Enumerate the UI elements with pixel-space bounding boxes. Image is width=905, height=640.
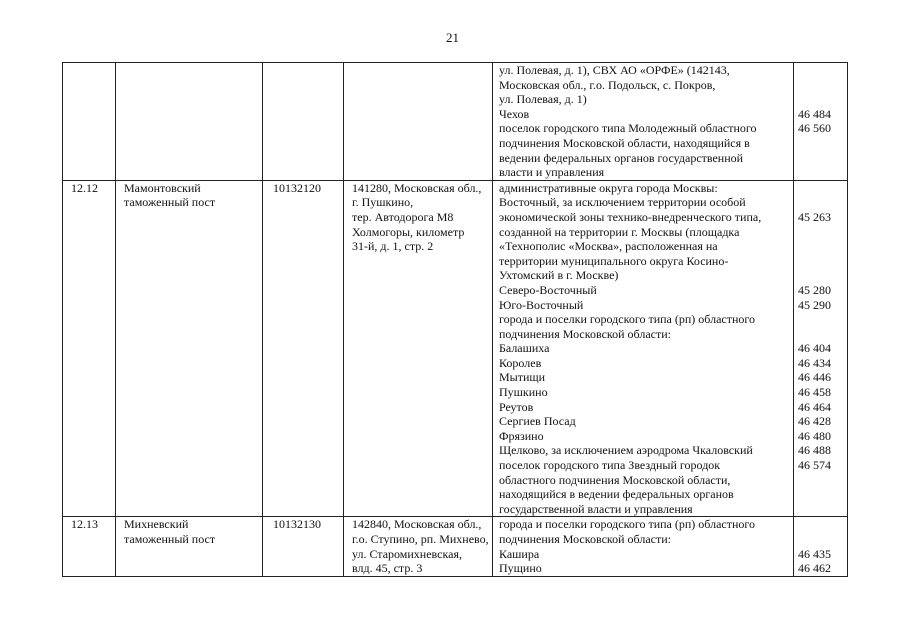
- okato-line: [798, 181, 843, 196]
- okato-line: 46 462: [798, 561, 831, 576]
- territory-line: государственной власти и управления: [499, 501, 693, 516]
- territory-line: ул. Полевая, д. 1): [499, 92, 587, 107]
- okato-line: [798, 327, 843, 342]
- row-number: [63, 63, 116, 181]
- territory-line: Реутов: [499, 399, 534, 414]
- okato-line: 46 560: [798, 121, 831, 136]
- post-code: [263, 517, 344, 576]
- okato-line: 46 434: [798, 355, 831, 370]
- okato-codes: [794, 63, 848, 181]
- okato-line: [798, 532, 843, 547]
- okato-line: [798, 239, 843, 254]
- territory: [493, 63, 794, 181]
- post-code-text: 10132120: [273, 180, 321, 195]
- territory-line: поселок городского типа Молодежный областного: [499, 121, 757, 136]
- territory-line: власти и управления: [499, 165, 605, 180]
- post-address: [344, 63, 493, 181]
- okato-line: 46 428: [798, 414, 831, 429]
- address-line: 142840, Московская обл.,: [352, 517, 482, 532]
- territory-line: ведении федеральных органов государственной: [499, 150, 744, 165]
- post-name-line: таможенный пост: [124, 195, 216, 210]
- okato-line: [798, 268, 843, 283]
- territory-line: подчинения Московской области:: [499, 326, 671, 341]
- page-number: 21: [446, 30, 459, 45]
- okato-line: 46 480: [798, 428, 831, 443]
- post-name-line: таможенный пост: [124, 532, 216, 546]
- territory-line: Балашиха: [499, 341, 550, 356]
- okato-line: [798, 473, 843, 488]
- table-row: [63, 180, 848, 517]
- territory-line: Сергиев Посад: [499, 414, 576, 429]
- post-code: [263, 180, 344, 517]
- post-address: [344, 517, 493, 576]
- territory-line: Кашира: [499, 546, 540, 561]
- territory-line: Восточный, за исключением территории особой: [499, 195, 746, 210]
- post-name-line: Михневский: [124, 517, 189, 532]
- territory-line: Чехов: [499, 106, 530, 121]
- post-name: [116, 63, 263, 181]
- territory-line: Ухтомский в г. Москве): [499, 268, 619, 283]
- address-line: влд. 45, стр. 3: [352, 561, 423, 576]
- okato-line: 46 464: [798, 399, 831, 414]
- table-row: [63, 517, 848, 576]
- territory-line: находящийся в ведении федеральных органов: [499, 487, 734, 502]
- okato-line: 46 484: [798, 106, 831, 121]
- address-line: 31-й, д. 1, стр. 2: [352, 239, 434, 254]
- okato-line: [798, 225, 843, 240]
- row-number-text: 12.12: [71, 180, 98, 195]
- territory: [493, 517, 794, 576]
- okato-line: [798, 165, 843, 180]
- okato-codes: [794, 180, 848, 517]
- customs-posts-table: [62, 62, 848, 577]
- okato-line: [798, 502, 843, 517]
- row-number: [63, 180, 116, 517]
- post-name: [116, 180, 263, 517]
- okato-line: 45 290: [798, 297, 831, 312]
- okato-line: [798, 78, 843, 93]
- territory-line: Московская обл., г.о. Подольск, с. Покров,: [499, 77, 716, 92]
- okato-line: 46 404: [798, 341, 831, 356]
- territory-line: Юго-Восточный: [499, 297, 584, 312]
- address-line: 141280, Московская обл.,: [352, 180, 482, 195]
- territory: [493, 180, 794, 517]
- okato-line: [798, 312, 843, 327]
- okato-line: [798, 254, 843, 269]
- territory-line: Щелково, за исключением аэродрома Чкаловский: [499, 443, 753, 458]
- territory-line: подчинения Московской области, находящийся в: [499, 135, 750, 150]
- okato-line: 46 458: [798, 385, 831, 400]
- post-name-line: Мамонтовский: [124, 180, 201, 195]
- address-line: Холмогоры, километр: [352, 224, 465, 239]
- post-code-text: [273, 63, 339, 78]
- address-line: г.о. Ступино, рп. Михнево,: [352, 532, 489, 546]
- post-code-text: 10132130: [273, 517, 321, 532]
- territory-line: поселок городского типа Звездный городок: [499, 458, 721, 473]
- address-line: тер. Автодорога М8: [352, 209, 454, 224]
- address-line: г. Пушкино,: [352, 195, 414, 210]
- territory-line: «Технополис «Москва», расположенная на: [499, 239, 718, 254]
- okato-line: [798, 63, 843, 78]
- territory-line: подчинения Московской области:: [499, 532, 671, 546]
- okato-line: 46 435: [798, 546, 831, 561]
- row-number: [63, 517, 116, 576]
- row-number-text: 12.13: [71, 517, 98, 532]
- territory-line: территории муниципального округа Косино-: [499, 253, 729, 268]
- okato-line: [798, 92, 843, 107]
- territory-line: Фрязино: [499, 428, 544, 443]
- okato-codes: [794, 517, 848, 576]
- territory-line: областного подчинения Московской области,: [499, 472, 731, 487]
- territory-line: созданной на территории г. Москвы (площадка: [499, 224, 740, 239]
- okato-line: [798, 517, 843, 532]
- okato-line: 46 574: [798, 458, 831, 473]
- address-line: ул. Старомихневская,: [352, 546, 462, 561]
- okato-line: [798, 151, 843, 166]
- okato-line: 46 446: [798, 370, 831, 385]
- territory-line: Королев: [499, 355, 542, 370]
- territory-line: Пушкино: [499, 385, 548, 400]
- okato-line: [798, 136, 843, 151]
- okato-line: [798, 487, 843, 502]
- territory-line: экономической зоны технико-внедренческого типа,: [499, 209, 762, 224]
- post-code: [263, 63, 344, 181]
- row-number-text: [71, 63, 111, 78]
- okato-line: 45 280: [798, 282, 831, 297]
- territory-line: города и поселки городского типа (рп) областного: [499, 517, 756, 532]
- post-address: [344, 180, 493, 517]
- okato-line: 46 488: [798, 443, 831, 458]
- territory-line: города и поселки городского типа (рп) областного: [499, 312, 756, 327]
- territory-line: Мытищи: [499, 370, 546, 385]
- territory-line: Пущино: [499, 561, 542, 576]
- okato-line: [798, 195, 843, 210]
- okato-line: 45 263: [798, 209, 831, 224]
- territory-line: ул. Полевая, д. 1), СВХ АО «ОРФЕ» (142143,: [499, 63, 730, 77]
- territory-line: административные округа города Москвы:: [499, 180, 718, 195]
- post-name: [116, 517, 263, 576]
- territory-line: Северо-Восточный: [499, 282, 597, 297]
- table-row: [63, 63, 848, 181]
